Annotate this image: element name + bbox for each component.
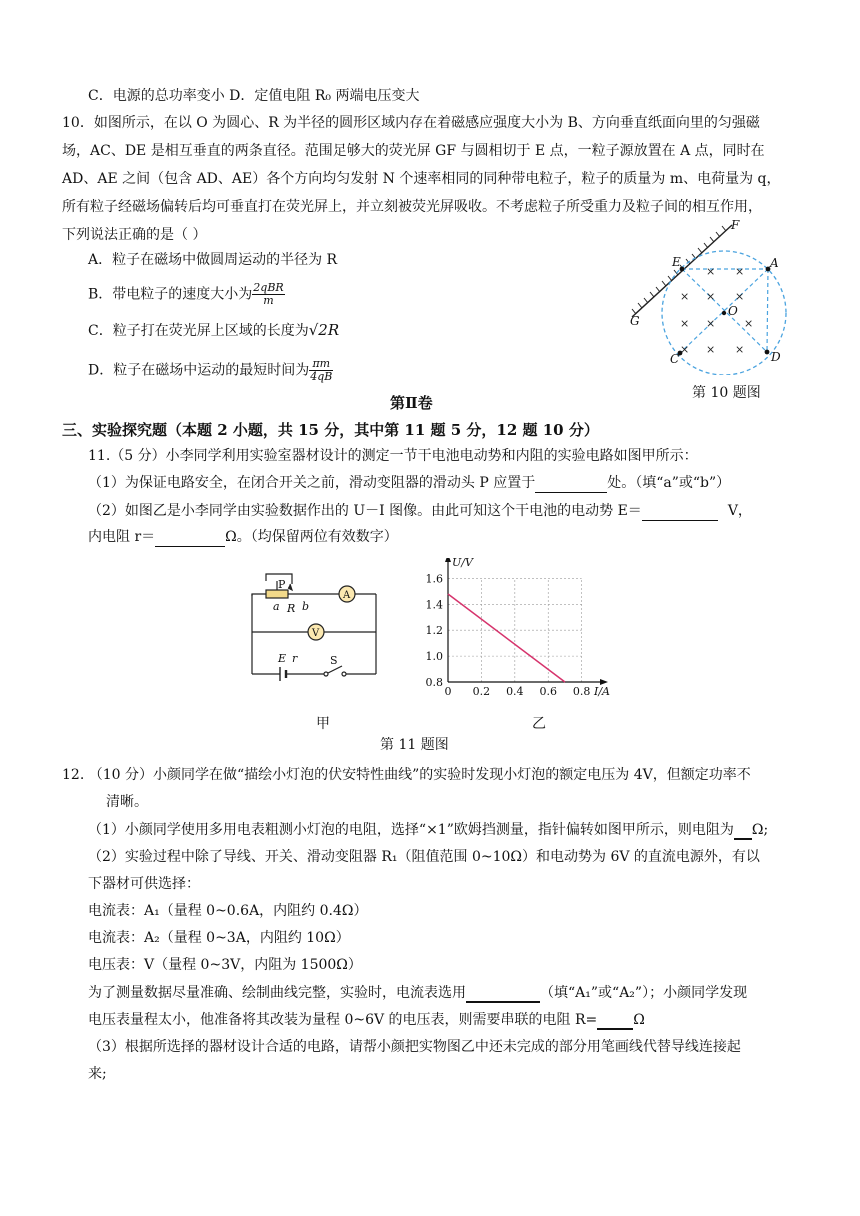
field-cross-mark: × xyxy=(706,343,716,356)
q10-line-5: 下列说法正确的是（ ） xyxy=(62,227,207,243)
field-cross-mark: × xyxy=(735,290,745,303)
q12-line-12: 来; xyxy=(88,1066,107,1082)
q12-line-10-end: Ω xyxy=(633,1012,645,1028)
q11-figure-caption: 第 11 题图 xyxy=(380,737,449,753)
q12-line-9-end: （填“A₁”或“A₂”）；小颜同学发现 xyxy=(540,985,748,1001)
q12-line-3-text: （1）小颜同学使用多用电表粗测小灯泡的电阻，选择“×1”欧姆挡测量，指针偏转如图甲所示，则电阻为 xyxy=(88,822,734,838)
section-3-heading: 三、实验探究题（本题 2 小题，共 15 分，其中第 11 题 5 分，12 题 10 分） xyxy=(62,421,599,439)
circuit-label-e: E xyxy=(278,652,287,665)
y-tick-label: 1.2 xyxy=(425,624,443,638)
q12-line-3-end: Ω; xyxy=(751,822,769,838)
field-cross-mark: × xyxy=(735,343,745,356)
label-d: D xyxy=(771,350,781,364)
q12-line-10-text: 电压表量程太小，他准备将其改装为量程 0~6V 的电压表，则需要串联的电阻 R= xyxy=(88,1012,598,1028)
q11-line-3-end: V， xyxy=(727,503,752,519)
q10-option-a: A．粒子在磁场中做圆周运动的半径为 R xyxy=(88,252,338,268)
q11-blank-emf[interactable] xyxy=(642,504,718,521)
q12-line-11: （3）根据所选择的器材设计合适的电路，请帮小颜把实物图乙中还未完成的部分用笔画线代替导线连接起 xyxy=(88,1039,741,1055)
x-tick-label: 0 xyxy=(444,685,452,698)
q11-line-2-text: （1）为保证电路安全，在闭合开关之前，滑动变阻器的滑动头 P 应置于 xyxy=(88,475,536,491)
label-a: A xyxy=(770,256,779,270)
q11-circuit-diagram xyxy=(244,568,384,684)
circuit-label-r-resistor: R xyxy=(287,602,296,615)
q10-option-c xyxy=(88,320,339,341)
q11-line-4 xyxy=(88,527,398,547)
q12-line-5: 下器材可供选择： xyxy=(88,876,200,892)
q10-option-b xyxy=(88,282,285,307)
field-cross-mark: × xyxy=(706,290,716,303)
circuit-label-b: b xyxy=(302,600,310,613)
q11-line-2 xyxy=(88,473,730,493)
q11-line-2-end: 处。（填“a”或“b”） xyxy=(607,475,731,491)
q10-option-c-text: C．粒子打在荧光屏上区域的长度为 xyxy=(88,323,309,339)
circuit-label-r-internal: r xyxy=(292,652,298,665)
field-cross-mark: × xyxy=(680,317,690,330)
y-tick-label: 0.8 xyxy=(425,676,443,689)
label-f: F xyxy=(731,218,740,232)
q12-line-4: （2）实验过程中除了导线、开关、滑动变阻器 R₁（阻值范围 0~10Ω）和电动势为 6V 的直流电源外，有以 xyxy=(88,849,760,865)
x-tick-label: 0.2 xyxy=(472,685,491,698)
part-ii-heading: 第Ⅱ卷 xyxy=(390,394,433,412)
circuit-label-a: a xyxy=(273,600,280,613)
q9-options-cd: C．电源的总功率变小 D．定值电阻 R₀ 两端电压变大 xyxy=(88,88,420,104)
q12-blank-series-resistor[interactable] xyxy=(597,1012,633,1030)
q12-line-8: 电压表：V（量程 0~3V，内阻为 1500Ω） xyxy=(88,957,362,973)
x-tick-label: 0.8 xyxy=(572,685,591,698)
q12-line-3 xyxy=(88,820,768,840)
field-cross-mark: × xyxy=(735,265,745,278)
q12-line-9-text: 为了测量数据尽量准确、绘制曲线完整，实验时，电流表选用 xyxy=(88,985,466,1001)
q12-line-10 xyxy=(88,1010,645,1030)
y-tick-label: 1.6 xyxy=(425,572,443,586)
q11-line-4-text: 内电阻 r＝ xyxy=(88,529,156,545)
q12-line-6: 电流表：A₁（量程 0~0.6A，内阻约 0.4Ω） xyxy=(88,903,368,919)
label-c: C xyxy=(670,352,680,366)
q10-option-b-fraction: $\frac{\text{2qBR}}{m}$ xyxy=(253,281,284,307)
y-tick-label: 1.4 xyxy=(425,598,443,612)
q11-label-yi: 乙 xyxy=(532,716,546,732)
field-cross-mark: × xyxy=(706,317,716,330)
x-tick-label: 0.6 xyxy=(539,685,557,698)
q10-figure-caption: 第 10 题图 xyxy=(692,385,761,401)
voltmeter-icon: V xyxy=(312,628,320,639)
q11-line-3-text: （2）如图乙是小李同学由实验数据作出的 U－I 图像。由此可知这个干电池的电动势 E＝ xyxy=(88,503,642,519)
q10-line-2: 场，AC、DE 是相互垂直的两条直径。范围足够大的荧光屏 GF 与圆相切于 E 点，一粒子源放置在 A 点，同时在 xyxy=(62,143,765,159)
y-axis-arrow xyxy=(445,558,451,562)
label-e: E xyxy=(672,255,681,269)
q11-label-jia: 甲 xyxy=(316,716,330,732)
q11-line-4-end: Ω。（均保留两位有效数字） xyxy=(225,529,398,545)
q11-blank-resistance[interactable] xyxy=(155,530,225,547)
circuit-label-p: P xyxy=(278,578,286,591)
y-tick-label: 1.0 xyxy=(425,650,443,664)
q10-option-d-fraction: $\frac{\pi m}{4qB}$ xyxy=(310,357,333,383)
label-g: G xyxy=(630,314,640,328)
field-cross-mark: × xyxy=(706,265,716,278)
q10-figure xyxy=(620,215,800,375)
series-line xyxy=(448,594,565,682)
q10-line-4: 所有粒子经磁场偏转后均可垂直打在荧光屏上，并立刻被荧光屏吸收。不考虑粒子所受重力及粒子间的相互作用， xyxy=(62,199,762,215)
q12-blank-resistance[interactable] xyxy=(734,822,752,840)
q11-line-1: 11.（5 分）小李同学利用实验室器材设计的测定一节干电池电动势和内阻的实验电路如图甲所示： xyxy=(88,448,698,464)
ammeter-icon: A xyxy=(343,590,351,601)
field-cross-mark: × xyxy=(680,290,690,303)
q12-blank-ammeter[interactable] xyxy=(466,985,540,1003)
q10-option-d-text: D．粒子在磁场中运动的最短时间为 xyxy=(88,362,310,379)
q11-line-3 xyxy=(88,501,752,521)
q12-line-1: 12. （10 分）小颜同学在做“描绘小灯泡的伏安特性曲线”的实验时发现小灯泡的额定电压为 4V，但额定功率不 xyxy=(62,767,751,783)
field-cross-mark: × xyxy=(744,317,754,330)
q12-line-7: 电流表：A₂（量程 0~3A，内阻约 10Ω） xyxy=(88,930,350,946)
q10-line-1: 10．如图所示，在以 O 为圆心、R 为半径的圆形区域内存在着磁感应强度大小为 B、方向垂直纸面向里的匀强磁 xyxy=(62,115,760,131)
q11-ui-chart xyxy=(418,558,618,700)
q12-line-2: 清晰。 xyxy=(106,794,148,810)
q11-blank-p-position[interactable] xyxy=(535,476,607,493)
q10-option-d xyxy=(88,358,333,383)
x-tick-label: 0.4 xyxy=(506,685,524,698)
y-axis-label: U/V xyxy=(452,558,473,569)
label-o: O xyxy=(728,304,738,318)
q10-option-b-text: B．带电粒子的速度大小为 xyxy=(88,286,253,303)
q10-option-c-value: √2R xyxy=(308,321,340,339)
q10-line-3: AD、AE 之间（包含 AD、AE）各个方向均匀发射 N 个速率相同的同种带电粒子，粒子的质量为 m、电荷量为 q， xyxy=(62,171,781,187)
circuit-label-s: S xyxy=(330,654,338,667)
field-cross-mark: × xyxy=(680,343,690,356)
x-axis-label: I/A xyxy=(594,685,610,698)
q12-line-9 xyxy=(88,983,747,1003)
